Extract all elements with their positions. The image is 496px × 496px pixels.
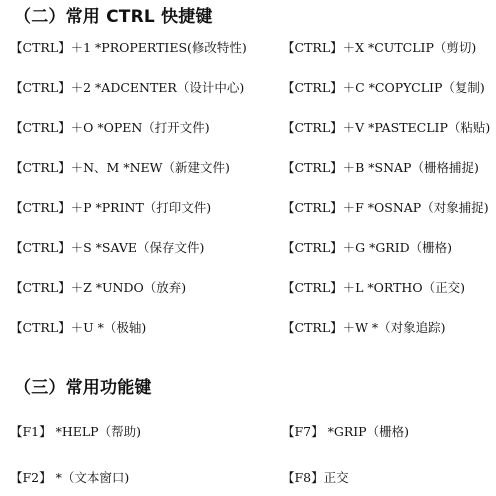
shortcut-ctrl-c: 【CTRL】＋C *COPYCLIP（复制) — [282, 80, 485, 95]
shortcut-ctrl-2: 【CTRL】＋2 *ADCENTER（设计中心) — [10, 80, 245, 95]
shortcut-ctrl-f: 【CTRL】＋F *OSNAP（对象捕捉) — [282, 200, 489, 215]
shortcut-ctrl-1: 【CTRL】＋1 *PROPERTIES(修改特性) — [10, 40, 247, 55]
function-key-f7: 【F7】 *GRIP（栅格) — [282, 424, 409, 439]
shortcut-ctrl-x: 【CTRL】＋X *CUTCLIP（剪切) — [282, 40, 477, 55]
shortcut-ctrl-g: 【CTRL】＋G *GRID（栅格) — [282, 240, 453, 255]
shortcut-ctrl-l: 【CTRL】＋L *ORTHO（正交) — [282, 280, 465, 295]
shortcut-ctrl-w: 【CTRL】＋W *（对象追踪) — [282, 320, 446, 335]
section-title-ctrl-shortcuts: （二）常用 CTRL 快捷键 — [14, 7, 213, 27]
function-key-f2: 【F2】 *（文本窗口) — [10, 470, 130, 485]
shortcut-ctrl-p: 【CTRL】＋P *PRINT（打印文件) — [10, 200, 212, 215]
shortcut-ctrl-s: 【CTRL】＋S *SAVE（保存文件) — [10, 240, 205, 255]
shortcut-ctrl-u: 【CTRL】＋U *（极轴) — [10, 320, 147, 335]
function-key-f1: 【F1】 *HELP（帮助) — [10, 424, 141, 439]
section-title-function-keys: （三）常用功能键 — [14, 378, 152, 398]
function-key-f8: 【F8】正交 — [282, 470, 349, 485]
shortcut-ctrl-v: 【CTRL】＋V *PASTECLIP（粘贴) — [282, 120, 491, 135]
shortcut-ctrl-b: 【CTRL】＋B *SNAP（栅格捕捉) — [282, 160, 479, 175]
shortcut-ctrl-o: 【CTRL】＋O *OPEN（打开文件) — [10, 120, 210, 135]
shortcut-ctrl-n: 【CTRL】＋N、M *NEW（新建文件) — [10, 160, 230, 175]
shortcut-ctrl-z: 【CTRL】＋Z *UNDO（放弃) — [10, 280, 187, 295]
